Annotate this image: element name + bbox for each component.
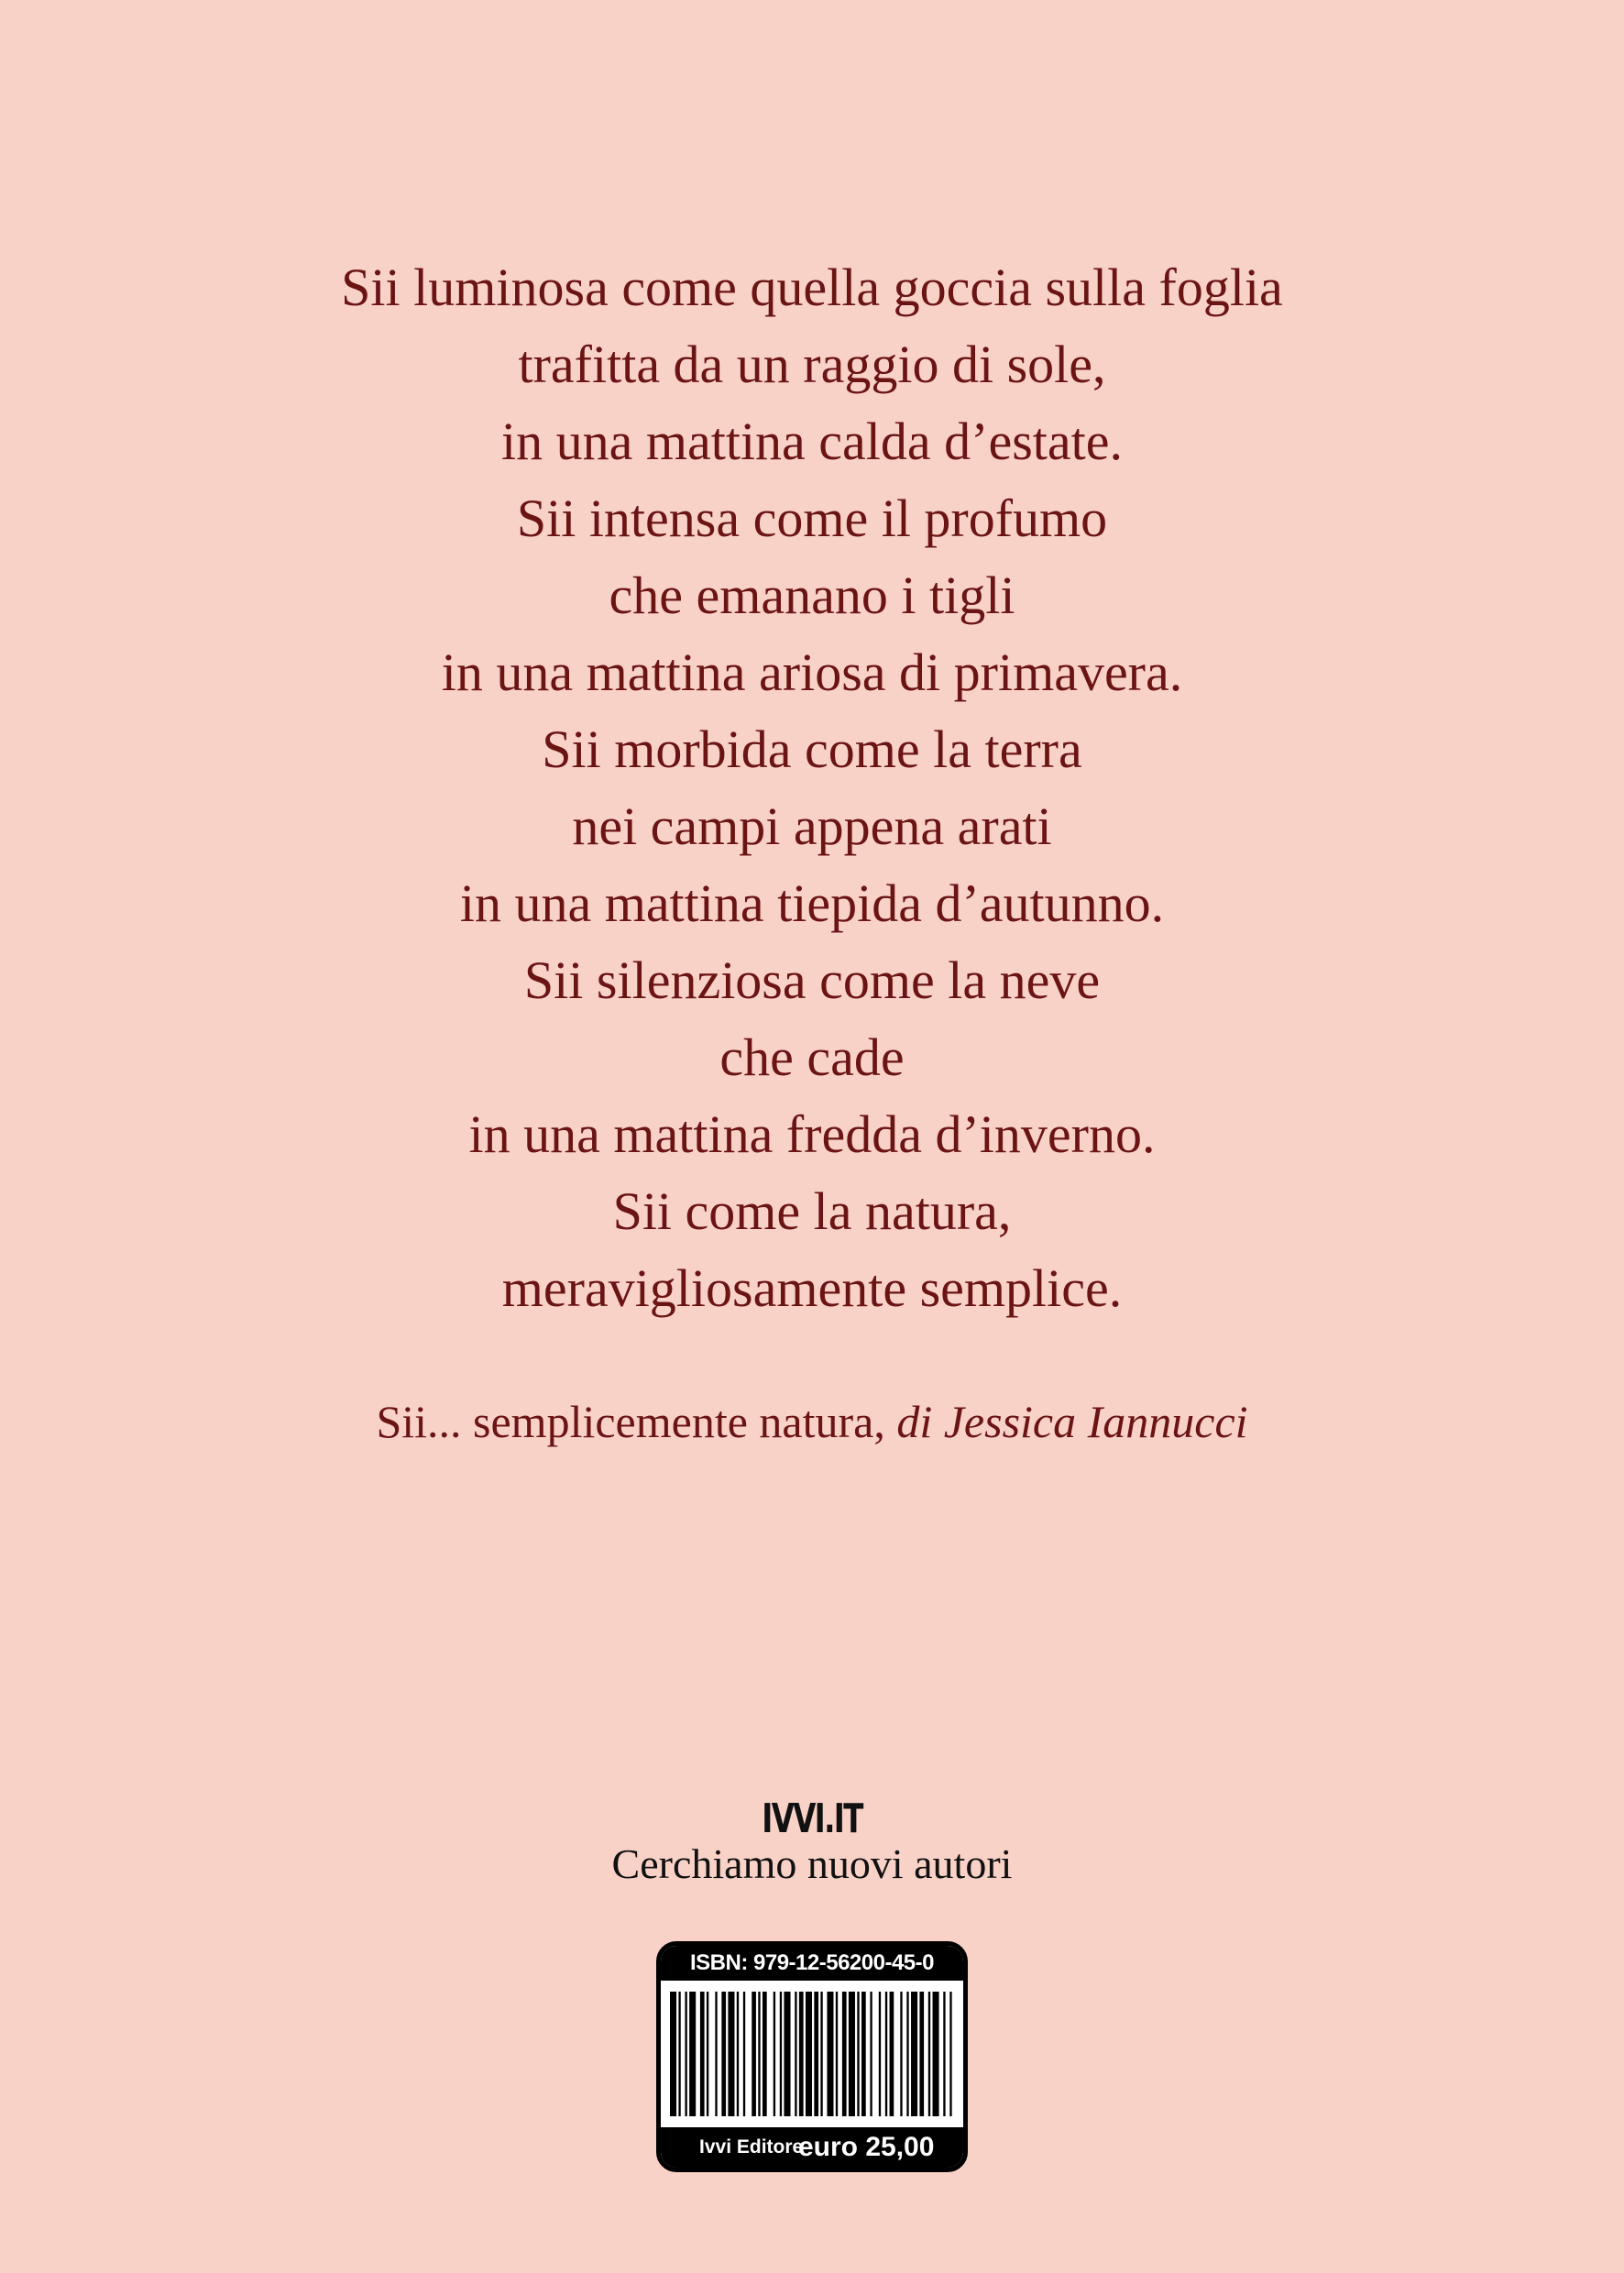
- barcode-bar: [784, 1992, 790, 2116]
- poem-line: Sii intensa come il profumo: [516, 489, 1108, 548]
- barcode-bar: [721, 1992, 726, 2116]
- price-label: euro 25,00: [798, 2132, 935, 2162]
- barcode-bar: [689, 1992, 696, 2116]
- barcode-bar: [758, 1992, 760, 2116]
- poem-line: Sii silenziosa come la neve: [523, 950, 1101, 1010]
- barcode-bar: [715, 1992, 717, 2116]
- barcode-bar: [827, 1992, 833, 2116]
- barcode-bar: [743, 1992, 745, 2116]
- barcode-bar: [842, 1992, 847, 2116]
- barcode-publisher: Ivvi Editore: [699, 2136, 804, 2158]
- barcode-bar: [890, 1992, 894, 2116]
- publisher-site: IVVI.IT: [762, 1795, 862, 1842]
- barcode-bar: [857, 1992, 859, 2116]
- poem: [0, 249, 1624, 1327]
- barcode-bar: [906, 1992, 908, 2116]
- poem-line: meravigliosamente semplice.: [501, 1258, 1123, 1318]
- barcode-bar: [678, 1992, 680, 2116]
- barcode-bar: [795, 1992, 796, 2116]
- barcode-bar: [774, 1992, 775, 2116]
- barcode-icon: [670, 1992, 954, 2116]
- barcode-bar: [752, 1992, 756, 2116]
- barcode-bar: [900, 1992, 902, 2116]
- barcode-bar: [933, 1992, 939, 2116]
- barcode-footer: [661, 2127, 963, 2168]
- poem-line: Sii luminosa come quella goccia sulla foglia: [341, 258, 1283, 317]
- publisher-tagline: Cerchiamo nuovi autori: [611, 1840, 1013, 1887]
- poem-line: in una mattina tiepida d’autunno.: [459, 873, 1165, 933]
- barcode-bar: [849, 1992, 855, 2116]
- poem-line: in una mattina ariosa di primavera.: [441, 642, 1183, 702]
- poem-line: nei campi appena arati: [572, 796, 1052, 856]
- barcode-bar: [870, 1992, 872, 2116]
- poem-line: in una mattina fredda d’inverno.: [468, 1104, 1156, 1164]
- barcode-bar: [685, 1992, 686, 2116]
- barcode-bar: [814, 1992, 818, 2116]
- barcode-bar: [879, 1992, 881, 2116]
- barcode-label: [656, 1941, 968, 2172]
- poem-line: che cade: [719, 1027, 905, 1087]
- poem-line: trafitta da un raggio di sole,: [518, 335, 1106, 394]
- poem-line: Sii morbida come la terra: [542, 719, 1082, 779]
- book-author: di Jessica Iannucci: [896, 1396, 1248, 1447]
- barcode-bar: [700, 1992, 705, 2116]
- barcode-bar: [836, 1992, 838, 2116]
- barcode-bar: [737, 1992, 739, 2116]
- poem-line: Sii come la natura,: [612, 1181, 1012, 1241]
- barcode-bar: [928, 1992, 930, 2116]
- barcode-bar: [728, 1992, 734, 2116]
- barcode-bar: [780, 1992, 782, 2116]
- barcode-bar: [943, 1992, 945, 2116]
- barcode-bar: [949, 1992, 951, 2116]
- barcode-bar: [806, 1992, 812, 2116]
- barcode-bar: [799, 1992, 804, 2116]
- barcode-bar: [911, 1992, 917, 2116]
- barcode-bar: [763, 1992, 767, 2116]
- book-title: Sii... semplicemente natura,: [376, 1396, 885, 1447]
- isbn-label: ISBN: 979-12-56200-45-0: [661, 1946, 963, 1981]
- barcode-bar: [919, 1992, 924, 2116]
- barcode-bar: [707, 1992, 708, 2116]
- barcode-bar: [861, 1992, 866, 2116]
- barcode-bar: [885, 1992, 887, 2116]
- attribution: [0, 1389, 1624, 1455]
- poem-line: che emanano i tigli: [609, 566, 1015, 625]
- barcode-bar: [670, 1992, 676, 2116]
- barcode-bar: [820, 1992, 822, 2116]
- poem-line: in una mattina calda d’estate.: [501, 412, 1123, 471]
